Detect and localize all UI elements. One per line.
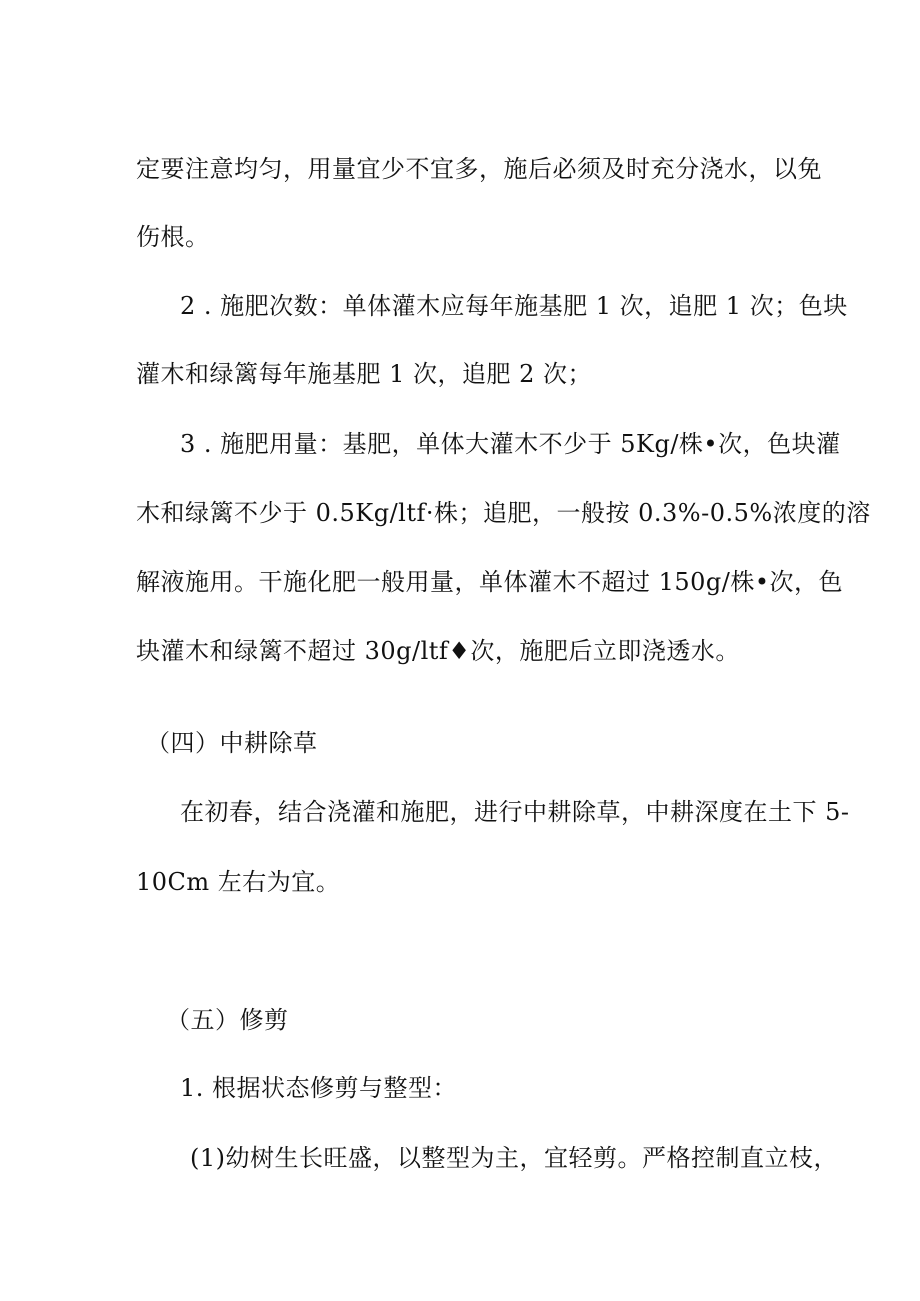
paragraph-line: 10Cm 左右为宜。 <box>136 868 341 896</box>
paragraph-line: 3 . 施肥用量：基肥，单体大灌木不少于 5Kg/株•次，色块灌 <box>180 430 841 458</box>
subsection-heading: 1. 根据状态修剪与整型： <box>180 1074 458 1102</box>
paragraph-line: 2 . 施肥次数：单体灌木应每年施基肥 1 次，追肥 1 次；色块 <box>180 292 848 320</box>
paragraph-line: 伤根。 <box>136 223 210 251</box>
paragraph-line: (1)幼树生长旺盛，以整型为主，宜轻剪。严格控制直立枝， <box>190 1144 838 1172</box>
section-heading: （五）修剪 <box>166 1006 289 1034</box>
paragraph-line: 定要注意均匀，用量宜少不宜多，施后必须及时充分浇水，以免 <box>136 155 822 183</box>
paragraph-line: 在初春，结合浇灌和施肥，进行中耕除草，中耕深度在土下 5- <box>180 798 850 826</box>
paragraph-line: 块灌木和绿篱不超过 30g/ltf♦次，施肥后立即浇透水。 <box>136 637 740 665</box>
section-heading: （四）中耕除草 <box>146 729 318 757</box>
paragraph-line: 解液施用。干施化肥一般用量，单体灌木不超过 150g/株•次，色 <box>136 568 844 596</box>
paragraph-line: 灌木和绿篱每年施基肥 1 次，追肥 2 次； <box>136 360 593 388</box>
paragraph-line: 木和绿篱不少于 0.5Kg/ltf·株；追肥，一般按 0.3%-0.5%浓度的溶 <box>136 499 871 527</box>
